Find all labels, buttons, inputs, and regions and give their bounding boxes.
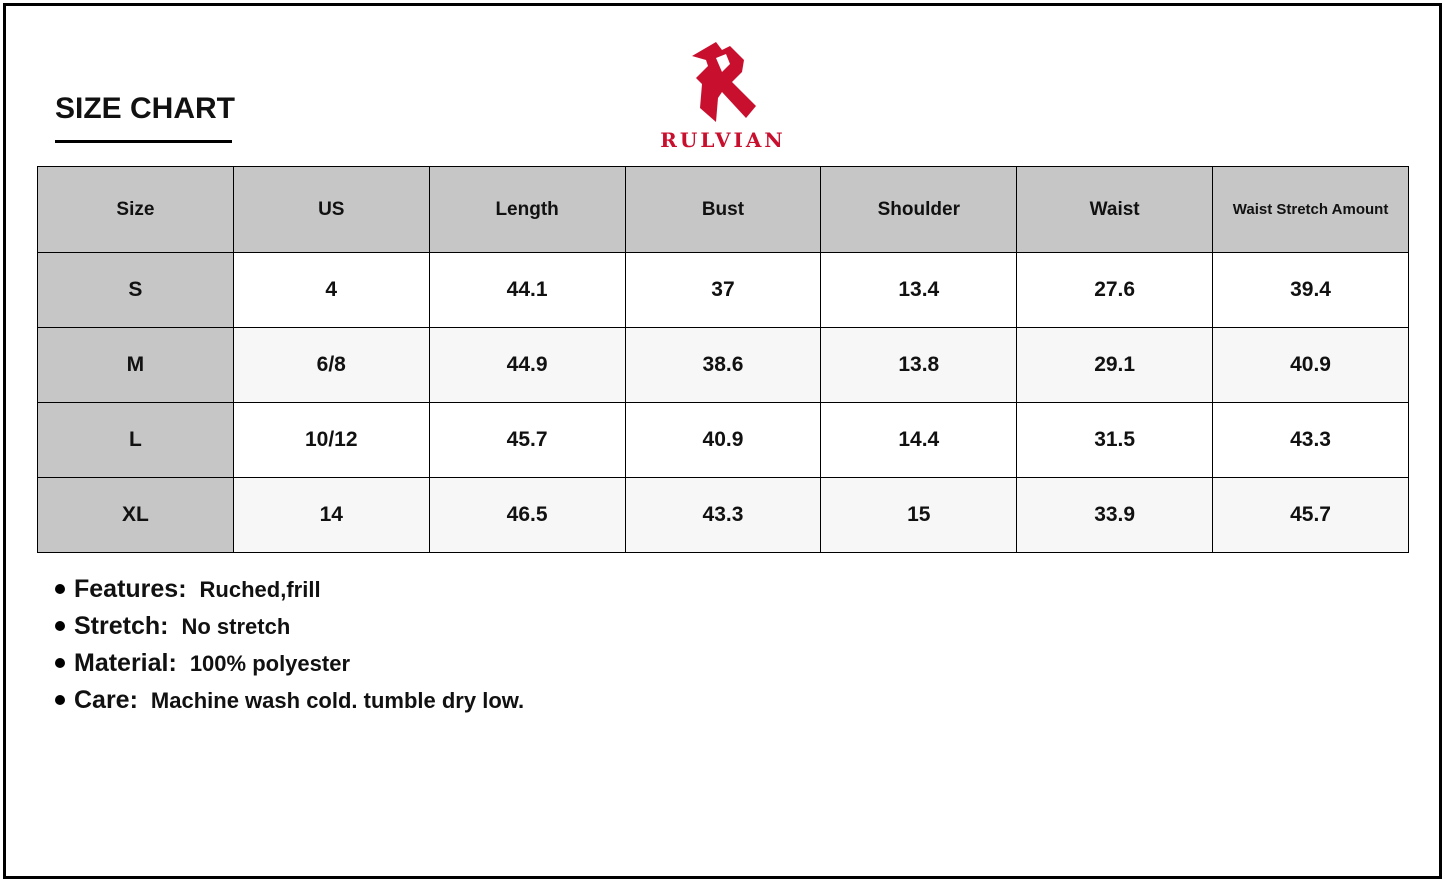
table-cell: 44.1 xyxy=(429,253,625,328)
feature-label: Material: xyxy=(74,649,177,677)
feature-item-stretch xyxy=(55,612,524,649)
table-cell: 15 xyxy=(821,478,1017,553)
brand-name: RULVIAN xyxy=(660,128,786,152)
table-cell: 33.9 xyxy=(1017,478,1213,553)
table-row xyxy=(38,478,1409,553)
column-header-waist-stretch: Waist Stretch Amount xyxy=(1213,167,1409,253)
brand-logo xyxy=(650,38,796,152)
feature-value: No stretch xyxy=(181,614,291,639)
feature-value: Ruched,frill xyxy=(199,577,321,602)
column-header-waist: Waist xyxy=(1017,167,1213,253)
table-cell: 46.5 xyxy=(429,478,625,553)
table-cell: 27.6 xyxy=(1017,253,1213,328)
feature-label: Features: xyxy=(74,575,187,603)
feature-value: Machine wash cold. tumble dry low. xyxy=(150,688,525,713)
column-header-us: US xyxy=(233,167,429,253)
table-cell: 31.5 xyxy=(1017,403,1213,478)
feature-item-features xyxy=(55,575,524,612)
table-cell: 40.9 xyxy=(1213,328,1409,403)
bullet-icon xyxy=(55,658,65,668)
table-row xyxy=(38,253,1409,328)
table-row xyxy=(38,403,1409,478)
table-cell: 44.9 xyxy=(429,328,625,403)
column-header-bust: Bust xyxy=(625,167,821,253)
title-underline xyxy=(55,140,232,143)
table-cell: 43.3 xyxy=(1213,403,1409,478)
column-header-size: Size xyxy=(38,167,234,253)
r-logo-mark-icon xyxy=(686,38,760,124)
table-cell: 13.4 xyxy=(821,253,1017,328)
size-chart-table xyxy=(37,166,1409,553)
table-cell: 29.1 xyxy=(1017,328,1213,403)
feature-label: Care: xyxy=(74,686,138,714)
column-header-shoulder: Shoulder xyxy=(821,167,1017,253)
table-cell: 14.4 xyxy=(821,403,1017,478)
column-header-length: Length xyxy=(429,167,625,253)
table-cell: 45.7 xyxy=(1213,478,1409,553)
product-features-list xyxy=(55,575,524,723)
feature-value: 100% polyester xyxy=(189,651,351,676)
table-cell: 43.3 xyxy=(625,478,821,553)
table-cell: 39.4 xyxy=(1213,253,1409,328)
table-cell: 38.6 xyxy=(625,328,821,403)
feature-label: Stretch: xyxy=(74,612,169,640)
table-header-row xyxy=(38,167,1409,253)
size-cell: L xyxy=(38,403,234,478)
feature-item-material xyxy=(55,649,524,686)
bullet-icon xyxy=(55,695,65,705)
size-cell: XL xyxy=(38,478,234,553)
table-cell: 6/8 xyxy=(233,328,429,403)
table-cell: 13.8 xyxy=(821,328,1017,403)
table-cell: 37 xyxy=(625,253,821,328)
table-cell: 4 xyxy=(233,253,429,328)
bullet-icon xyxy=(55,621,65,631)
table-cell: 10/12 xyxy=(233,403,429,478)
table-row xyxy=(38,328,1409,403)
size-cell: M xyxy=(38,328,234,403)
size-cell: S xyxy=(38,253,234,328)
page-title: SIZE CHART xyxy=(55,92,235,125)
bullet-icon xyxy=(55,584,65,594)
table-cell: 45.7 xyxy=(429,403,625,478)
table-cell: 40.9 xyxy=(625,403,821,478)
feature-item-care xyxy=(55,686,524,723)
table-cell: 14 xyxy=(233,478,429,553)
